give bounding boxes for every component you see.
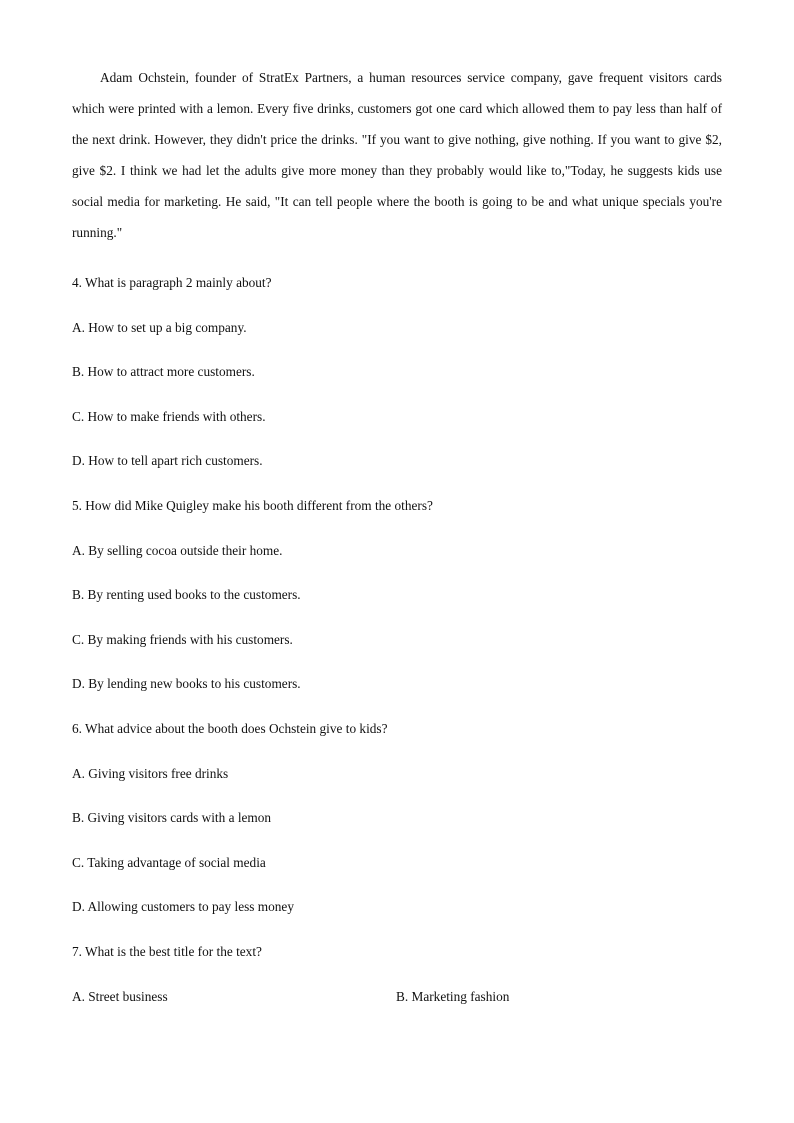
passage-paragraph: Adam Ochstein, founder of StratEx Partners, a human resources service company, gave frequent visitors cards which were printed with a lemon. Every five drinks, customers got one card which allowed them to pay less than half of the next drink. However, they didn't price the drinks. "If you want to give nothing, give nothing. If you want to give $2, give $2. I think we had let the adults give more money than they probably would like to,"Today, he suggests kids use social media for marketing. He said, "It can tell people where the booth is going to be and what unique specials you're running." bbox=[72, 70, 722, 240]
answer-option: A. Street business bbox=[72, 988, 168, 1004]
answer-option: D. By lending new books to his customers. bbox=[72, 676, 301, 692]
answer-option: C. Taking advantage of social media bbox=[72, 854, 266, 870]
answer-option: A. Giving visitors free drinks bbox=[72, 765, 229, 781]
answer-option-row bbox=[72, 975, 722, 1020]
answer-option: C. How to make friends with others. bbox=[72, 408, 266, 424]
answer-option: B. Marketing fashion bbox=[396, 988, 510, 1004]
answer-option: A. How to set up a big company. bbox=[72, 319, 247, 335]
answer-option: D. How to tell apart rich customers. bbox=[72, 453, 263, 469]
question-stem: 7. What is the best title for the text? bbox=[72, 943, 262, 959]
question-stem: 6. What advice about the booth does Ochstein give to kids? bbox=[72, 720, 388, 736]
question-stem: 5. How did Mike Quigley make his booth different from the others? bbox=[72, 497, 433, 513]
answer-option: B. By renting used books to the customers. bbox=[72, 587, 301, 603]
document-page bbox=[72, 62, 722, 1019]
answer-option: A. By selling cocoa outside their home. bbox=[72, 542, 283, 558]
answer-option: B. How to attract more customers. bbox=[72, 364, 255, 380]
answer-option: B. Giving visitors cards with a lemon bbox=[72, 810, 272, 826]
answer-option: D. Allowing customers to pay less money bbox=[72, 899, 294, 915]
answer-option: C. By making friends with his customers. bbox=[72, 631, 293, 647]
question-list bbox=[72, 261, 722, 1019]
question-stem: 4. What is paragraph 2 mainly about? bbox=[72, 275, 272, 290]
